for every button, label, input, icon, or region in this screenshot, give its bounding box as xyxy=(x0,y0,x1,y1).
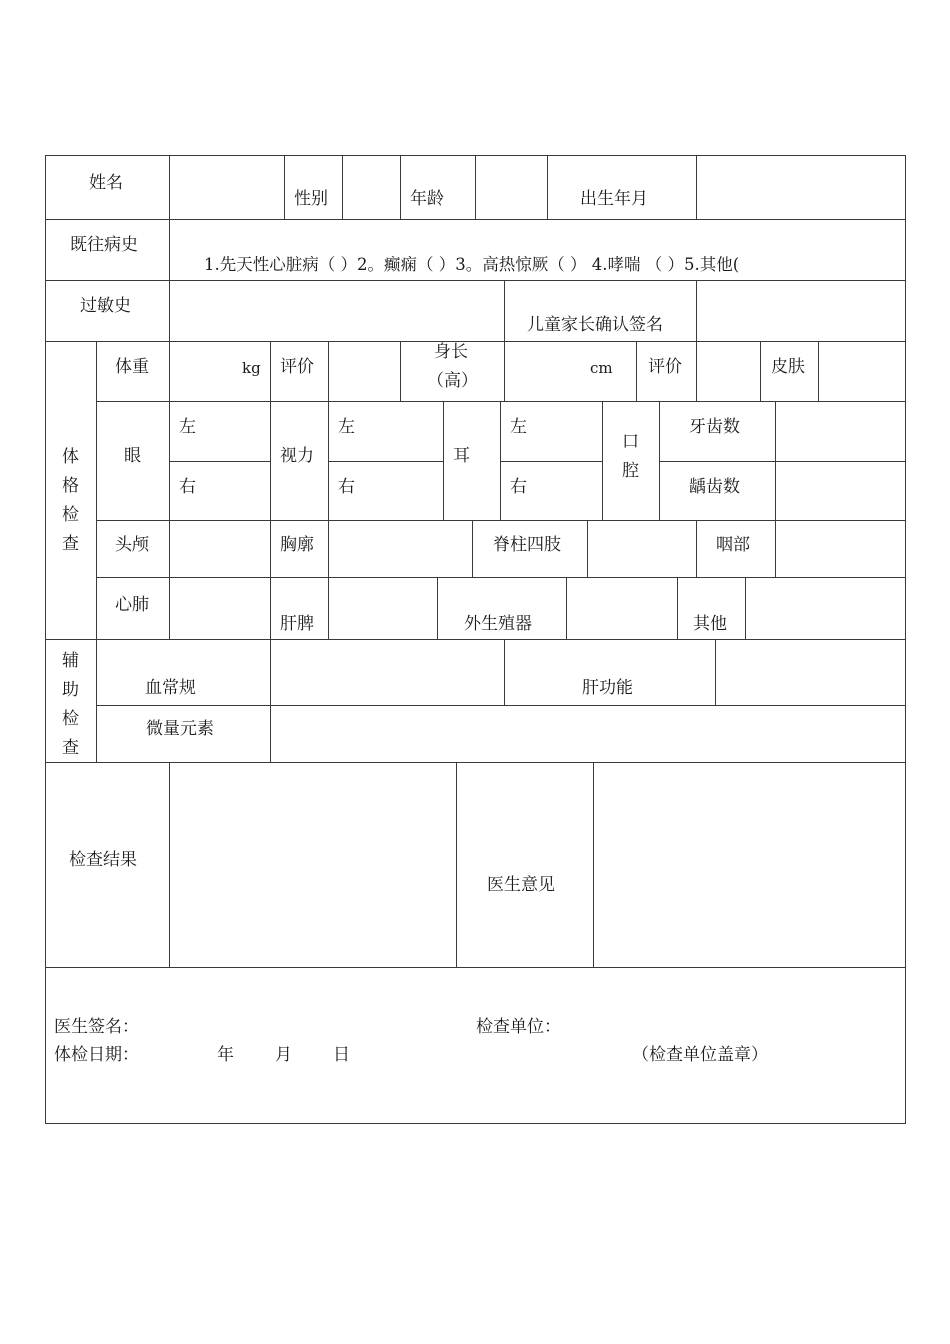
rule xyxy=(270,639,271,762)
rule xyxy=(169,341,170,401)
rule xyxy=(566,577,567,639)
liver-spleen-label: 肝脾 xyxy=(280,614,314,634)
rule xyxy=(270,577,271,639)
rule xyxy=(504,639,505,705)
rule xyxy=(593,762,594,967)
rule xyxy=(45,967,906,968)
exam-date-label: 体检日期： xyxy=(54,1045,139,1065)
liver-function-label: 肝功能 xyxy=(582,678,633,698)
trace-elements-label: 微量元素 xyxy=(146,719,214,739)
rule xyxy=(504,280,505,341)
rule xyxy=(96,577,906,578)
rule xyxy=(342,155,343,219)
rule xyxy=(456,762,457,967)
parent-confirm-label: 儿童家长确认签名 xyxy=(527,315,663,335)
rule xyxy=(96,401,906,402)
rule xyxy=(45,155,46,1124)
aux-section-label-4: 查 xyxy=(62,738,79,758)
ear-right: 右 xyxy=(510,477,527,497)
vision-label: 视力 xyxy=(280,446,314,466)
month-label: 月 xyxy=(275,1045,292,1065)
rule xyxy=(775,401,776,520)
rule xyxy=(400,155,401,219)
stamp-label: （检查单位盖章） xyxy=(632,1045,768,1065)
teeth-label: 牙齿数 xyxy=(689,417,740,437)
weight-unit: kg xyxy=(242,359,261,377)
rule xyxy=(45,639,906,640)
ear-label: 耳 xyxy=(453,446,470,466)
day-label: 日 xyxy=(333,1045,350,1065)
rule xyxy=(775,520,776,577)
rule xyxy=(96,705,906,706)
name-label: 姓名 xyxy=(89,173,123,193)
rule xyxy=(660,461,906,462)
head-label: 头颅 xyxy=(115,535,149,555)
ear-left: 左 xyxy=(510,417,527,437)
rule xyxy=(636,341,637,401)
doctor-opinion-label: 医生意见 xyxy=(487,875,555,895)
throat-label: 咽部 xyxy=(716,535,750,555)
rule xyxy=(328,401,329,520)
rule xyxy=(659,401,660,520)
height-label-sub: （高） xyxy=(427,371,478,391)
mouth-label-1: 口 xyxy=(622,432,639,452)
gender-label: 性别 xyxy=(294,189,328,209)
rule xyxy=(547,155,548,219)
doctor-sign-label: 医生签名： xyxy=(54,1017,139,1037)
exam-section-label-2: 格 xyxy=(62,476,79,496)
rule xyxy=(905,155,906,1124)
rule xyxy=(169,762,170,967)
rule xyxy=(696,341,697,401)
blood-routine-label: 血常规 xyxy=(145,678,196,698)
eye-right: 右 xyxy=(179,477,196,497)
aux-section-label-2: 助 xyxy=(62,680,79,700)
exam-unit-label: 检查单位： xyxy=(476,1017,561,1037)
rule xyxy=(169,461,271,462)
rule xyxy=(45,762,906,763)
rule xyxy=(400,341,401,401)
vision-right: 右 xyxy=(338,477,355,497)
rule xyxy=(696,280,697,341)
vision-left: 左 xyxy=(338,417,355,437)
aux-section-label-1: 辅 xyxy=(62,651,79,671)
spine-label: 脊柱四肢 xyxy=(493,535,561,555)
rule xyxy=(437,577,438,639)
rule xyxy=(715,639,716,705)
chest-label: 胸廓 xyxy=(280,535,314,555)
rule xyxy=(45,341,906,342)
history-label: 既往病史 xyxy=(70,235,138,255)
year-label: 年 xyxy=(217,1045,234,1065)
rule xyxy=(169,155,170,219)
rule xyxy=(169,577,170,639)
rule xyxy=(328,461,444,462)
rule xyxy=(96,341,97,762)
skin-label: 皮肤 xyxy=(771,357,805,377)
rule xyxy=(169,520,170,577)
height-label: 身长 xyxy=(434,342,468,362)
rule xyxy=(472,520,473,577)
height-unit: cm xyxy=(590,359,613,377)
rule xyxy=(696,520,697,577)
age-label: 年龄 xyxy=(410,189,444,209)
exam-section-label-4: 查 xyxy=(62,534,79,554)
rule xyxy=(602,401,603,520)
aux-section-label-3: 检 xyxy=(62,709,79,729)
history-options: 1.先天性心脏病（ ）2。癫痫（ ）3。高热惊厥（ ） 4.哮喘 （ ）5.其他( xyxy=(204,255,740,274)
height-eval-label: 评价 xyxy=(648,357,682,377)
rule xyxy=(270,520,271,577)
rule xyxy=(760,341,761,401)
allergy-label: 过敏史 xyxy=(80,296,131,316)
rule xyxy=(328,520,329,577)
rule xyxy=(270,401,271,520)
rule xyxy=(501,461,602,462)
other-label: 其他 xyxy=(693,614,727,634)
rule xyxy=(443,401,444,520)
exam-section-label-3: 检 xyxy=(62,505,79,525)
weight-label: 体重 xyxy=(115,357,149,377)
rule xyxy=(45,280,906,281)
rule xyxy=(818,341,819,401)
rule xyxy=(45,219,906,220)
birth-label: 出生年月 xyxy=(580,189,648,209)
rule xyxy=(475,155,476,219)
genital-label: 外生殖器 xyxy=(464,614,532,634)
rule xyxy=(169,219,170,280)
rule xyxy=(745,577,746,639)
rule xyxy=(45,1123,906,1124)
weight-eval-label: 评价 xyxy=(280,357,314,377)
mouth-label-2: 腔 xyxy=(622,461,639,481)
rule xyxy=(677,577,678,639)
rule xyxy=(284,155,285,219)
rule xyxy=(500,401,501,520)
rule xyxy=(504,341,505,401)
result-label: 检查结果 xyxy=(69,850,137,870)
eye-label: 眼 xyxy=(124,446,141,466)
caries-label: 龋齿数 xyxy=(689,477,740,497)
exam-section-label-1: 体 xyxy=(62,447,79,467)
rule xyxy=(169,401,170,520)
rule xyxy=(696,155,697,219)
rule xyxy=(587,520,588,577)
heart-lung-label: 心肺 xyxy=(115,595,149,615)
rule xyxy=(328,577,329,639)
rule xyxy=(169,280,170,341)
rule xyxy=(270,341,271,401)
eye-left: 左 xyxy=(179,417,196,437)
rule xyxy=(328,341,329,401)
rule xyxy=(96,520,906,521)
